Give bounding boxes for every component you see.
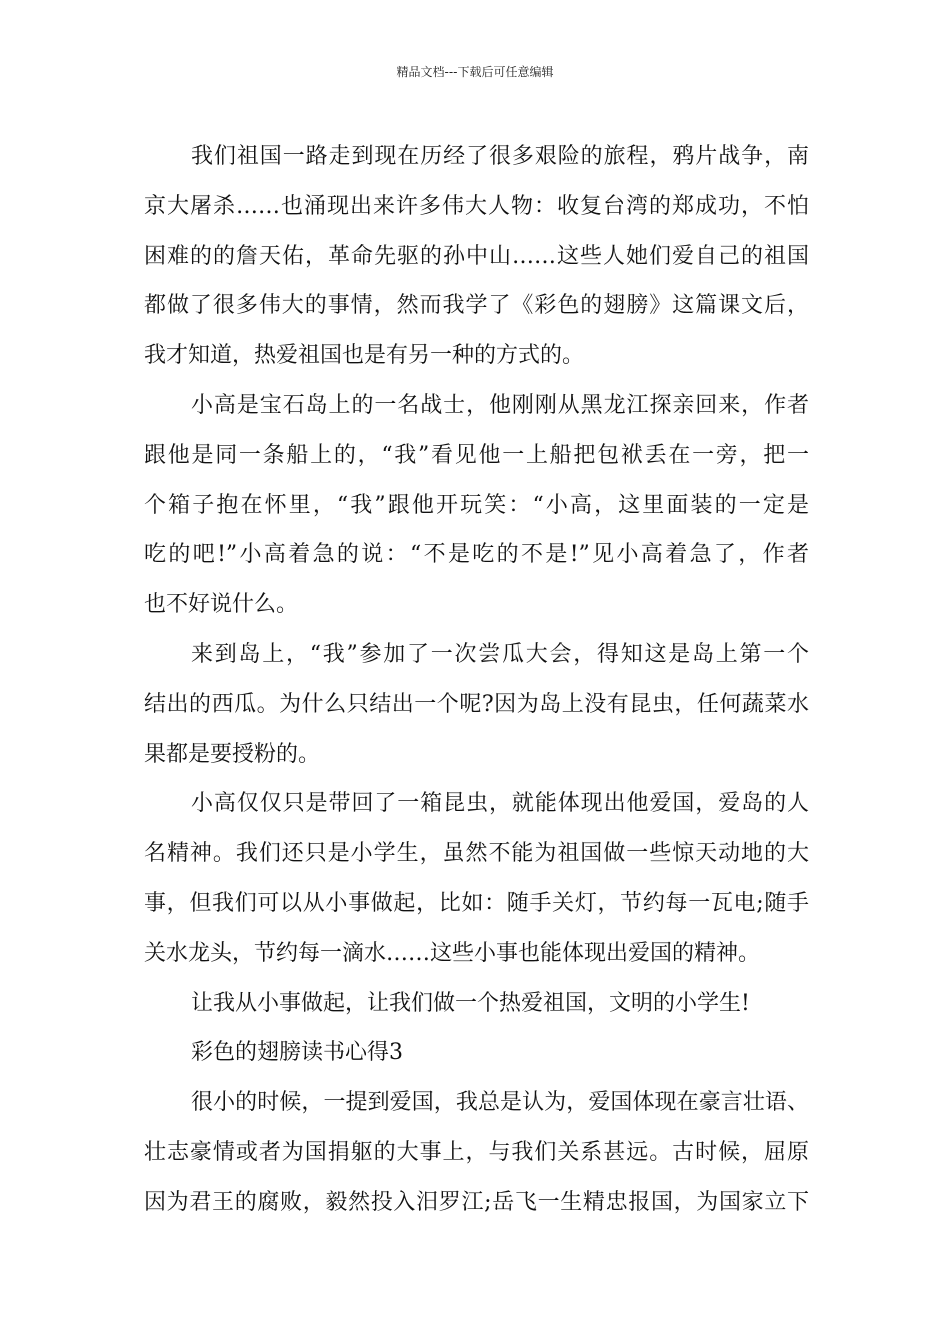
text-line: 结出的西瓜。为什么只结出一个呢?因为岛上没有昆虫，任何蔬菜水 xyxy=(144,691,809,717)
text-line: 个箱子抱在怀里，“我”跟他开玩笑：“小高，这里面装的一定是 xyxy=(144,492,809,518)
text-line: 小高是宝石岛上的一名战士，他刚刚从黑龙江探亲回来，作者 xyxy=(191,392,809,418)
text-line: 京大屠杀……也涌现出来许多伟大人物：收复台湾的郑成功，不怕 xyxy=(144,193,809,219)
text-line: 果都是要授粉的。 xyxy=(144,741,321,767)
text-line: 名精神。我们还只是小学生，虽然不能为祖国做一些惊天动地的大 xyxy=(144,841,809,867)
text-line: 跟他是同一条船上的，“我”看见他一上船把包袱丢在一旁，把一 xyxy=(144,442,809,468)
section-heading: 彩色的翅膀读书心得3 xyxy=(191,1040,403,1066)
text-line: 关水龙头，节约每一滴水……这些小事也能体现出爱国的精神。 xyxy=(144,940,761,966)
text-line: 事，但我们可以从小事做起，比如：随手关灯，节约每一瓦电;随手 xyxy=(144,890,809,916)
text-line: 我们祖国一路走到现在历经了很多艰险的旅程，鸦片战争，南 xyxy=(191,144,809,169)
text-line: 我才知道，热爱祖国也是有另一种的方式的。 xyxy=(144,343,585,369)
text-line: 很小的时候，一提到爱国，我总是认为，爱国体现在豪言壮语、 xyxy=(191,1090,809,1116)
text-line: 因为君王的腐败，毅然投入汨罗江;岳飞一生精忠报国，为国家立下 xyxy=(144,1189,809,1215)
text-line: 困难的的詹天佑，革命先驱的孙中山……这些人她们爱自己的祖国 xyxy=(144,243,809,269)
page-header: 精品文档---下载后可任意编辑 xyxy=(396,65,554,79)
text-line: 吃的吧!”小高着急的说：“不是吃的不是!”见小高着急了，作者 xyxy=(144,542,809,568)
text-line: 来到岛上，“我”参加了一次尝瓜大会，得知这是岛上第一个 xyxy=(191,641,809,667)
document-body xyxy=(144,132,809,1228)
text-line: 也不好说什么。 xyxy=(144,592,299,618)
text-line: 壮志豪情或者为国捐躯的大事上，与我们关系甚远。古时候，屈原 xyxy=(144,1139,809,1165)
text-line: 都做了很多伟大的事情，然而我学了《彩色的翅膀》这篇课文后， xyxy=(144,293,809,319)
text-line: 小高仅仅只是带回了一箱昆虫，就能体现出他爱国，爱岛的人 xyxy=(191,791,809,817)
text-line: 让我从小事做起，让我们做一个热爱祖国，文明的小学生! xyxy=(191,990,750,1016)
